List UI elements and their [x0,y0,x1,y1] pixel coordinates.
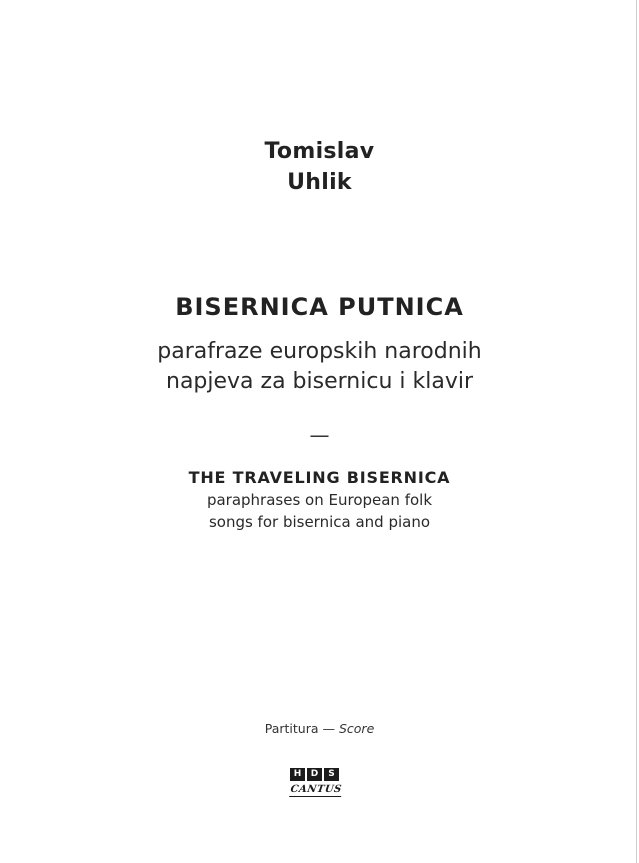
score-label-english: Score [338,721,375,736]
publisher-logo-letters [290,768,344,781]
subtitle-croatian-line-2: napjeva za bisernicu i klavir [166,369,473,394]
subtitle-croatian-line-1: parafraze europskih narodnih [157,339,482,364]
logo-letter-h: H [290,768,305,781]
logo-letter-d: D [307,768,322,781]
score-label-croatian: Partitura [264,721,319,736]
logo-letter-s: S [324,768,339,781]
author-first-name: Tomislav [264,139,375,164]
subtitle-english-line-2: songs for bisernica and piano [208,513,431,531]
separator-dash: — [309,423,330,447]
publisher-logo [290,768,344,806]
score-label [0,720,639,738]
title-english: THE TRAVELING BISERNICA [188,468,451,487]
score-label-dash: — [318,721,339,736]
title-croatian: BISERNICA PUTNICA [175,293,464,321]
author-last-name: Uhlik [287,170,352,195]
logo-wordmark: CANTUS [289,784,343,795]
subtitle-english-line-1: paraphrases on European folk [206,491,433,509]
